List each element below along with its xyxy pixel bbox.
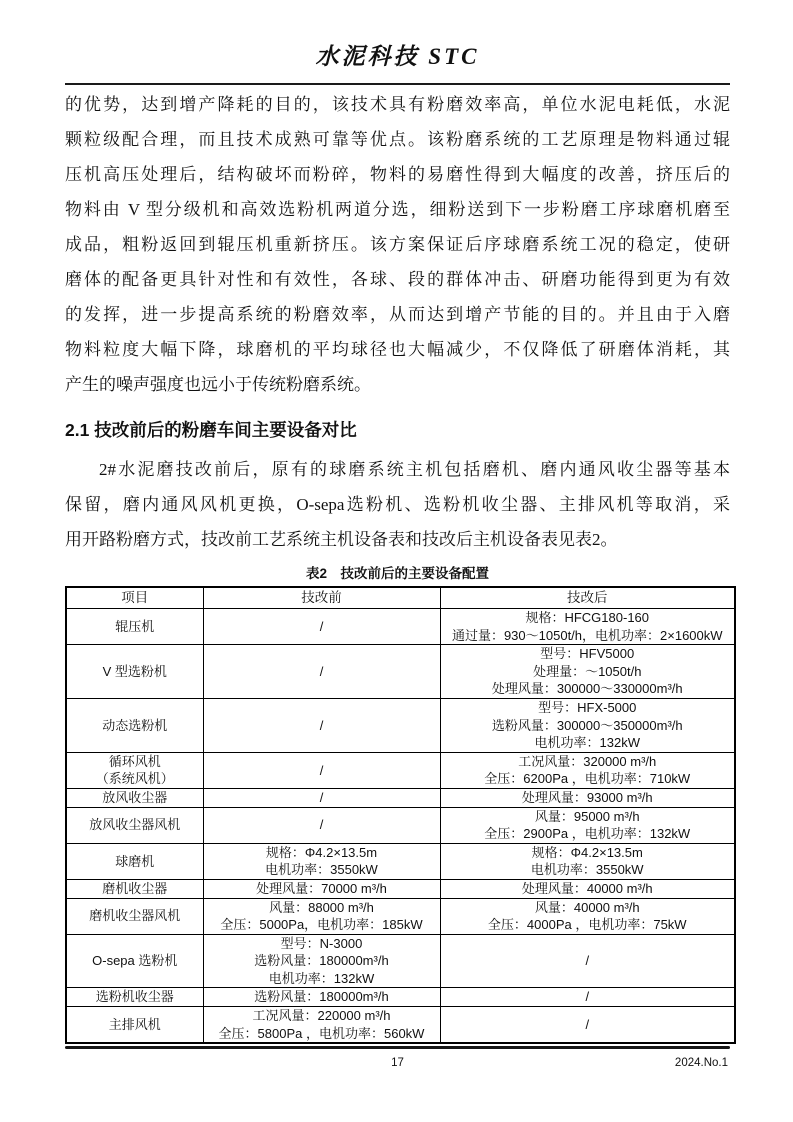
cell-line: 循环风机: [108, 753, 161, 769]
before-cell: [203, 934, 440, 988]
body-text-line: 成品，粗粉返回到辊压机重新挤压。该方案保证后序球磨系统工况的稳定，使研: [65, 235, 730, 254]
cell-line: 规格：HFCG180-160: [525, 610, 650, 625]
cell-line: /: [319, 618, 324, 634]
cell-line: 处理风量：93000 m³/h: [521, 789, 653, 805]
cell-line: 处理量：～1050t/h: [533, 663, 642, 679]
after-cell: [440, 807, 735, 843]
cell-line: 电机功率：132kW: [268, 970, 375, 986]
item-cell: [66, 609, 203, 645]
cell-line: 规格：Φ4.2×13.5m: [265, 844, 378, 860]
after-cell: [440, 609, 735, 645]
item-cell: [66, 898, 203, 934]
before-cell: [203, 898, 440, 934]
column-header: 项目: [66, 587, 203, 609]
after-cell: [440, 1007, 735, 1044]
body-text-line: 的发挥，进一步提高系统的粉磨效率，从而达到增产节能的目的。并且由于入磨: [65, 305, 730, 324]
cell-line: 全压：5000Pa，电机功率：185kW: [220, 917, 423, 933]
after-cell: [440, 843, 735, 879]
before-cell: [203, 788, 440, 807]
before-cell: [203, 843, 440, 879]
cell-line: 磨机收尘器风机: [89, 908, 181, 924]
cell-line: 处理风量：300000～330000m³/h: [491, 681, 683, 697]
item-cell: [66, 1007, 203, 1044]
cell-line: 全压：5800Pa ，电机功率：560kW: [218, 1025, 425, 1041]
after-cell: [440, 788, 735, 807]
before-cell: [203, 1007, 440, 1044]
after-cell: [440, 898, 735, 934]
table-row: [66, 645, 735, 699]
issue-label: 2024.No.1: [674, 1057, 728, 1069]
before-cell: [203, 988, 440, 1007]
after-cell: [440, 879, 735, 898]
cell-line: 辊压机: [115, 618, 155, 634]
before-cell: [203, 807, 440, 843]
body-text-line: 颗粒级配合理，而且技术成熟可靠等优点。该粉磨系统的工艺原理是物料通过辊: [65, 130, 730, 149]
cell-line: /: [319, 762, 324, 778]
table-header-row-container: [66, 587, 735, 609]
cell-line: 处理风量：40000 m³/h: [521, 880, 653, 896]
cell-line: /: [319, 663, 324, 679]
item-cell: [66, 843, 203, 879]
cell-line: 全压：6200Pa ，电机功率：710kW: [484, 771, 691, 787]
cell-line: 风量：95000 m³/h: [534, 808, 640, 824]
after-cell: [440, 934, 735, 988]
page-footer: [65, 1046, 730, 1071]
table-row: [66, 609, 735, 645]
cell-line: 放风收尘器: [102, 789, 168, 805]
cell-line: 通过量：930～1050t/h，电机功率：2×1600kW: [451, 627, 723, 643]
cell-line: 规格：Φ4.2×13.5m: [531, 844, 643, 860]
cell-line: V 型选粉机: [102, 663, 167, 679]
cell-line: /: [319, 717, 324, 733]
cell-line: 工况风量：320000 m³/h: [518, 753, 657, 769]
column-header: 技改后: [440, 587, 735, 609]
cell-line: /: [319, 789, 324, 805]
item-cell: [66, 879, 203, 898]
body-text-line: 保留，磨内通风风机更换，O-sepa选粉机、选粉机收尘器、主排风机等取消，采: [65, 495, 730, 514]
item-cell: [66, 698, 203, 752]
body-text-line: 用开路粉磨方式，技改前工艺系统主机设备表和技改后主机设备表见表2。: [65, 530, 618, 549]
before-cell: [203, 698, 440, 752]
cell-line: 选粉机收尘器: [95, 989, 174, 1005]
cell-line: 风量：40000 m³/h: [534, 899, 640, 915]
table-row: [66, 807, 735, 843]
item-cell: [66, 752, 203, 788]
before-cell: [203, 645, 440, 699]
cell-line: 球磨机: [115, 853, 155, 869]
cell-line: 选粉风量：180000m³/h: [254, 953, 389, 969]
body-text-line: 的优势，达到增产降耗的目的，该技术具有粉磨效率高，单位水泥电耗低，水泥: [65, 95, 730, 114]
table-row: [66, 1007, 735, 1044]
cell-line: 处理风量：70000 m³/h: [256, 880, 387, 896]
item-cell: [66, 934, 203, 988]
body-text-line: 压机高压处理后，结构破坏而粉碎，物料的易磨性得到大幅度的改善，挤压后的: [65, 165, 730, 184]
body-text-line: 物料由 V 型分级机和高效选粉机两道分选，细粉送到下一步粉磨工序球磨机磨至: [65, 200, 730, 219]
table-header-row: [66, 587, 735, 609]
body-text-line: 产生的噪声强度也远小于传统粉磨系统。: [65, 375, 371, 394]
table-row: [66, 898, 735, 934]
table-row: [66, 934, 735, 988]
cell-line: 选粉风量：180000m³/h: [254, 989, 389, 1005]
cell-line: 主排风机: [108, 1016, 161, 1032]
after-cell: [440, 698, 735, 752]
cell-line: /: [585, 989, 590, 1005]
cell-line: （系统风机）: [95, 771, 174, 787]
body-text-line: 物料粒度大幅下降，球磨机的平均球径也大幅减少，不仅降低了研磨体消耗，其: [65, 340, 730, 359]
cell-line: 风量：88000 m³/h: [269, 899, 374, 915]
cell-line: 全压：4000Pa ，电机功率：75kW: [487, 917, 687, 933]
cell-line: 工况风量：220000 m³/h: [252, 1008, 391, 1024]
before-cell: [203, 752, 440, 788]
cell-line: 电机功率：132kW: [534, 735, 640, 751]
cell-line: 放风收尘器风机: [89, 817, 181, 833]
table-row: [66, 843, 735, 879]
cell-line: /: [319, 817, 324, 833]
footer-row: [65, 1055, 730, 1071]
table-row: [66, 788, 735, 807]
table-row: [66, 988, 735, 1007]
footer-rule: [65, 1046, 730, 1049]
cell-line: 磨机收尘器: [102, 880, 168, 896]
body-text-line: 磨体的配备更具针对性和有效性，各球、段的群体冲击、研磨功能得到更为有效: [65, 270, 730, 289]
body-text-line: 2#水泥磨技改前后，原有的球磨系统主机包括磨机、磨内通风收尘器等基本: [99, 460, 730, 479]
item-cell: [66, 645, 203, 699]
item-cell: [66, 788, 203, 807]
cell-line: 选粉风量：300000～350000m³/h: [491, 717, 683, 733]
cell-line: /: [585, 1016, 590, 1032]
item-cell: [66, 988, 203, 1007]
cell-line: /: [585, 953, 590, 969]
cell-line: O-sepa 选粉机: [92, 953, 178, 969]
section-heading: 2.1 技改前后的粉磨车间主要设备对比: [65, 420, 357, 440]
header-rule: [65, 83, 730, 85]
body-paragraph: [65, 452, 730, 557]
table-row: [66, 698, 735, 752]
cell-line: 型号：HFX-5000: [538, 699, 637, 715]
equipment-table: [65, 586, 736, 1044]
table-body: [66, 609, 735, 1044]
journal-title: 水泥科技 STC: [315, 44, 480, 69]
table-row: [66, 752, 735, 788]
cell-line: 型号：N-3000: [280, 935, 363, 951]
cell-line: 电机功率：3550kW: [530, 862, 644, 878]
page-number: 17: [391, 1057, 404, 1069]
after-cell: [440, 645, 735, 699]
cell-line: 型号：HFV5000: [540, 646, 635, 662]
after-cell: [440, 988, 735, 1007]
item-cell: [66, 807, 203, 843]
after-cell: [440, 752, 735, 788]
before-cell: [203, 609, 440, 645]
cell-line: 动态选粉机: [102, 717, 168, 733]
cell-line: 电机功率：3550kW: [265, 862, 378, 878]
body-paragraph: [65, 87, 730, 402]
before-cell: [203, 879, 440, 898]
table-caption: 表2 技改前后的主要设备配置: [305, 566, 489, 581]
cell-line: 全压：2900Pa ，电机功率：132kW: [484, 826, 691, 842]
table-row: [66, 879, 735, 898]
column-header: 技改前: [203, 587, 440, 609]
